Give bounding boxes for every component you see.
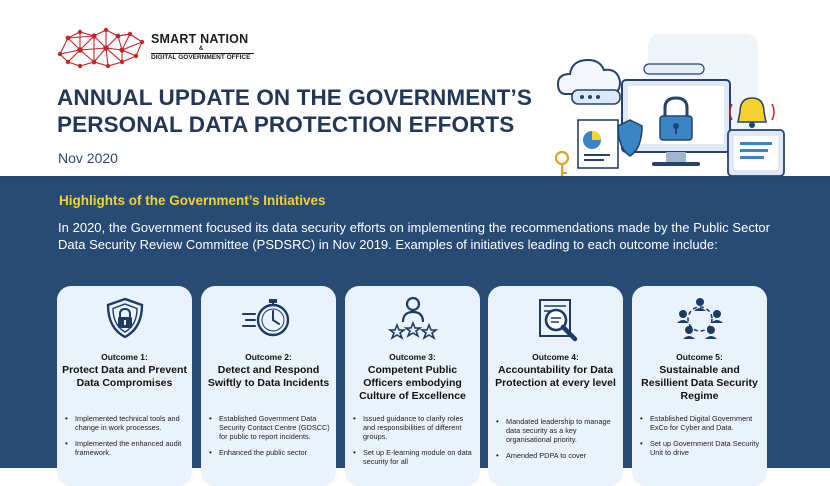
data-security-illustration-icon bbox=[548, 28, 788, 180]
list-item: • Established Digital Government ExCo for Cyber and Data. bbox=[640, 414, 764, 432]
logo-ampersand: & bbox=[198, 46, 204, 52]
page-title: ANNUAL UPDATE ON THE GOVERNMENT’S PERSONAL DATA PROTECTION EFFORTS bbox=[57, 85, 532, 137]
outcome-bullets bbox=[640, 414, 764, 464]
logo-line-smart-nation: SMART NATION bbox=[151, 32, 249, 46]
outcome-card-2 bbox=[201, 286, 336, 486]
document-chart-icon bbox=[578, 120, 618, 168]
outcome-title: Accountability for Data Protection at every level bbox=[495, 364, 616, 389]
person-stars-icon bbox=[388, 296, 438, 342]
list-item: • Implemented the enhanced audit framework. bbox=[65, 439, 189, 457]
smart-nation-network-logo-icon bbox=[56, 26, 146, 70]
logo-line-dgo: DIGITAL GOVERNMENT OFFICE bbox=[151, 54, 251, 61]
list-item: • Amended PDPA to cover bbox=[496, 451, 620, 460]
people-network-icon bbox=[676, 296, 724, 342]
outcome-bullets bbox=[65, 414, 189, 464]
outcome-title: Detect and Respond Swiftly to Data Incidents bbox=[207, 364, 330, 389]
outcome-card-4 bbox=[488, 286, 623, 486]
stopwatch-icon bbox=[241, 296, 297, 340]
outcome-title: Sustainable and Resillient Data Security Regime bbox=[641, 364, 758, 402]
list-item: • Implemented technical tools and change in work processes. bbox=[65, 414, 189, 432]
magnifier-document-icon bbox=[532, 296, 580, 342]
outcome-label: Outcome 5: bbox=[676, 352, 723, 362]
outcome-bullets bbox=[353, 414, 477, 473]
outcome-card-3 bbox=[345, 286, 480, 486]
outcome-bullets bbox=[209, 414, 333, 464]
highlights-intro: In 2020, the Government focused its data security efforts on implementing the recommendations made by the Public Sector Data Security Review Committee (PSDSRC) in Nov 2019. Examples of initiatives leading to each outcome include: bbox=[58, 220, 770, 252]
outcome-label: Outcome 2: bbox=[245, 352, 292, 362]
outcome-card-1 bbox=[57, 286, 192, 486]
outcome-label: Outcome 3: bbox=[389, 352, 436, 362]
list-item: • Enhanced the public sector bbox=[209, 448, 333, 457]
list-item: • Set up E-learning module on data security for all bbox=[353, 448, 477, 466]
outcome-title: Competent Public Officers embodying Culture of Excellence bbox=[359, 364, 466, 402]
outcome-label: Outcome 1: bbox=[101, 352, 148, 362]
list-item: • Set up Government Data Security Unit to drive bbox=[640, 439, 764, 457]
outcome-label: Outcome 4: bbox=[532, 352, 579, 362]
list-item: • Issued guidance to clarify roles and responsibilities of different groups. bbox=[353, 414, 477, 441]
outcome-card-5 bbox=[632, 286, 767, 486]
tablet-icon bbox=[728, 130, 784, 176]
list-item: • Mandated leadership to manage data security as a key organisational priority. bbox=[496, 417, 620, 444]
outcome-bullets bbox=[496, 417, 620, 467]
list-item: • Established Government Data Security Contact Centre (GDSCC) for public to report incidents. bbox=[209, 414, 333, 441]
key-icon bbox=[556, 152, 568, 178]
shield-lock-icon bbox=[103, 296, 147, 340]
smart-nation-logo bbox=[56, 26, 266, 70]
page-date: Nov 2020 bbox=[58, 150, 118, 166]
monitor-lock-icon bbox=[622, 80, 730, 166]
cloud-icon bbox=[558, 60, 620, 104]
outcome-title: Protect Data and Prevent Data Compromises bbox=[62, 364, 187, 389]
highlights-heading: Highlights of the Government’s Initiatives bbox=[59, 193, 326, 208]
